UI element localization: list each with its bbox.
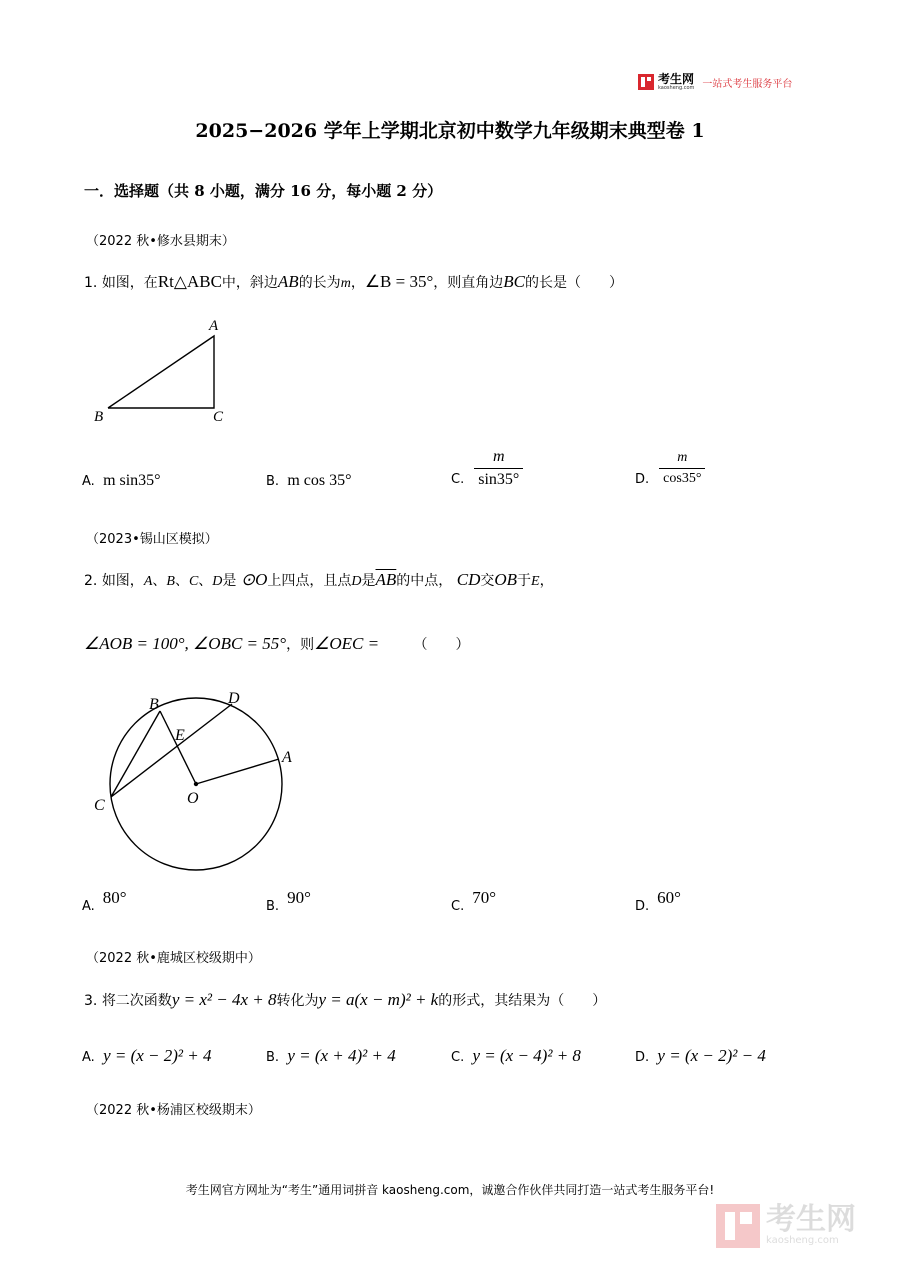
header-slogan: 一站式考生服务平台 — [702, 78, 793, 90]
q2-stem-line1: 2. 如图，A、B、C、D是 ⊙O上四点，且点D是$\overline{AB}$的中点， CD交OB于E， — [84, 570, 554, 589]
footer-text: 考生网官方网址为“考生”通用词拼音 kaosheng.com，诚邀合作伙伴共同打造一站式考生服务平台! — [185, 1183, 715, 1197]
q1-source: （2022 秋•修水县期末） — [86, 234, 235, 249]
label-d: D — [228, 690, 240, 707]
label-o: O — [187, 790, 199, 807]
radius-ob — [160, 711, 196, 784]
q1-option-b[interactable]: B. m cos 35° — [266, 472, 352, 489]
kaosheng-watermark-icon — [716, 1204, 760, 1248]
q1-triangle-figure — [88, 312, 238, 427]
q1-stem: 1. 如图，在Rt△ABC中，斜边AB的长为m，∠B = 35°，则直角边BC的长是（ ） — [84, 272, 624, 291]
radius-oa — [196, 759, 279, 784]
chord-cd — [111, 704, 232, 797]
q1-option-a[interactable]: A. m sin35° — [82, 472, 161, 489]
page-title: 2025−2026 学年上学期北京初中数学九年级期末典型卷 1 — [195, 120, 705, 142]
label-b: B — [149, 696, 159, 713]
watermark: 考生网 kaosheng.com — [716, 1204, 856, 1248]
q3-stem: 3. 将二次函数y = x² − 4x + 8转化为y = a(x − m)² + k的形式，其结果为（ ） — [84, 990, 607, 1009]
label-b: B — [94, 409, 104, 425]
label-a: A — [209, 318, 219, 334]
q2-source: （2023•锡山区模拟） — [86, 532, 218, 547]
q2-circle-figure — [90, 684, 300, 874]
q3-option-d[interactable]: D. y = (x − 2)² − 4 — [635, 1046, 766, 1065]
q3-source: （2022 秋•鹿城区校级期中） — [86, 951, 261, 966]
q1-option-c[interactable]: C. $\frac{m}{\sin 35^\circ}$ — [451, 448, 523, 489]
q1-option-d[interactable]: D. $\frac{m}{\cos 35^\circ}$ — [635, 450, 705, 487]
chord-cb — [111, 711, 160, 797]
header-logo — [638, 72, 792, 92]
triangle-abc — [108, 336, 214, 408]
section-heading: 一．选择题（共 8 小题，满分 16 分，每小题 2 分） — [84, 182, 443, 200]
brand: 考生网 kaosheng.com — [658, 71, 695, 91]
q2-option-c[interactable]: C. 70° — [451, 888, 497, 914]
q2-option-d[interactable]: D. 60° — [635, 888, 681, 914]
q4-source: （2022 秋•杨浦区校级期末） — [86, 1103, 261, 1118]
label-c: C — [94, 797, 105, 814]
q2-option-a[interactable]: A. 80° — [82, 888, 127, 914]
label-e: E — [175, 727, 185, 744]
q3-option-b[interactable]: B. y = (x + 4)² + 4 — [266, 1046, 396, 1065]
q3-option-c[interactable]: C. y = (x − 4)² + 8 — [451, 1046, 581, 1065]
q2-stem-line2: ∠AOB = 100°, ∠OBC = 55°，则∠OEC = （ ） — [84, 634, 470, 653]
label-a: A — [282, 749, 292, 766]
q2-option-b[interactable]: B. 90° — [266, 888, 311, 914]
center-point — [194, 782, 198, 786]
kaosheng-logo-icon — [638, 74, 654, 90]
label-c: C — [213, 409, 224, 425]
q3-option-a[interactable]: A. y = (x − 2)² + 4 — [82, 1046, 212, 1065]
